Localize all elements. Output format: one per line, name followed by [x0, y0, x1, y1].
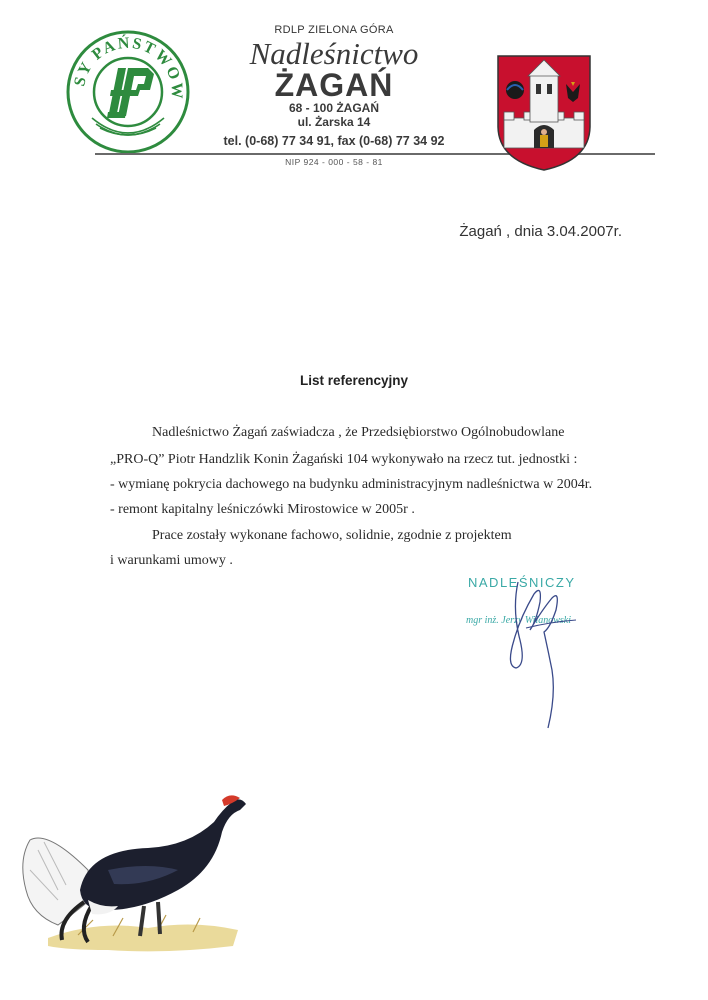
tax-id: NIP 924 - 000 - 58 - 81: [285, 157, 383, 167]
letter-title: List referencyjny: [299, 373, 409, 388]
body-line-5: Prace zostały wykonane fachowo, solidnie, zgodnie z projektem: [152, 528, 512, 543]
black-grouse-illustration: [18, 770, 248, 960]
body-line-2: „PRO-Q” Piotr Handzlik Konin Żagański 104 wykonywało na rzecz tut. jednostki :: [110, 452, 578, 467]
coat-of-arms: [494, 52, 594, 172]
organization-name: Nadleśnictwo: [249, 36, 419, 71]
stamp-title: NADLEŚNICZY: [468, 575, 576, 590]
signature: [490, 570, 600, 730]
stamp-name: mgr inż. Jerzy Wilanowski: [466, 615, 571, 626]
body-line-3: - wymianę pokrycia dachowego na budynku administracyjnym nadleśnictwa w 2004r.: [110, 477, 593, 492]
phone-fax: tel. (0-68) 77 34 91, fax (0-68) 77 34 92: [223, 134, 445, 148]
date-line: Żagań , dnia 3.04.2007r.: [459, 223, 622, 240]
lasy-panstwowe-logo: [66, 28, 190, 158]
logo-ring-text: SY PAŃSTWOW: [71, 34, 186, 101]
street-address: ul. Żarska 14: [297, 115, 371, 129]
body-line-1: Nadleśnictwo Żagań zaświadcza , że Przedsiębiorstwo Ogólnobudowlane: [152, 425, 565, 440]
body-line-6: i warunkami umowy .: [110, 553, 233, 568]
body-line-4: - remont kapitalny leśniczówki Mirostowice w 2005r .: [110, 502, 415, 517]
organization-city: ŻAGAŃ: [274, 67, 394, 103]
postal-address: 68 - 100 ŻAGAŃ: [288, 101, 380, 115]
regional-directorate: RDLP ZIELONA GÓRA: [274, 24, 394, 36]
letterhead: [214, 24, 454, 129]
